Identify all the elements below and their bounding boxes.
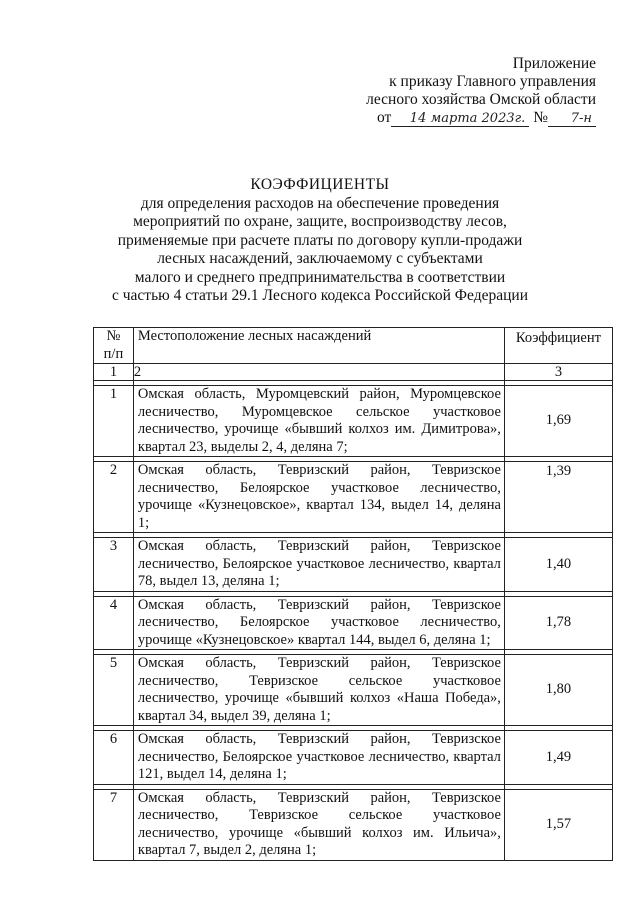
- title-line: с частью 4 статьи 29.1 Лесного кодекса Российской Федерации: [111, 287, 528, 304]
- row-location: Омская область, Тевризский район, Тевризское лесничество, Белоярское участковое лесничество, урочище «Кузнецовское», квартал 134, выдел 14, деляна 1;: [133, 462, 504, 533]
- header-num-abbr: п/п: [103, 345, 124, 362]
- row-location: Омская область, Муромцевский район, Муромцевское лесничество, Муромцевское сельское участковое лесничество, урочище «бывший колхоз им. Димитрова», квартал 23, выделы 2, 4, деляна 7;: [133, 386, 504, 457]
- row-coefficient: 1,80: [504, 655, 612, 726]
- row-coefficient: 1,40: [504, 538, 612, 592]
- row-coefficient: 1,39: [504, 462, 612, 533]
- title-line: для определения расходов на обеспечение проведения: [140, 194, 500, 212]
- table-row: [94, 731, 613, 785]
- row-coefficient: 1,49: [504, 731, 612, 785]
- row-coefficient: 1,69: [504, 386, 612, 457]
- appendix-order-ref: к приказу Главного управления: [389, 73, 596, 90]
- title-line: мероприятий по охране, защите, воспроизводству лесов,: [133, 213, 507, 230]
- row-location: Омская область, Тевризский район, Тевризское лесничество, Тевризское сельское участковое лесничество, урочище «бывший колхоз им. Ильича», квартал 7, выдел 2, деляна 1;: [133, 789, 504, 860]
- document-title: [0, 176, 640, 306]
- row-coefficient: 1,57: [504, 789, 612, 860]
- appendix-title: Приложение: [512, 55, 596, 72]
- appendix-block: [366, 55, 596, 127]
- row-num: 6: [94, 731, 134, 785]
- index-cell: 1: [94, 364, 134, 381]
- table-row: [94, 596, 613, 650]
- table-header-row: [94, 328, 613, 364]
- header-coefficient: Коэффициент: [504, 328, 612, 364]
- row-location: Омская область, Тевризский район, Тевризское лесничество, Тевризское сельское участковое лесничество, урочище «бывший колхоз «Наша Победа», квартал 34, выдел 39, деляна 1;: [133, 655, 504, 726]
- title-line: лесных насаждений, заключаемому с субъектами: [157, 250, 483, 267]
- table-row: [94, 655, 613, 726]
- title-line: малого и среднего предпринимательства в соответствии: [134, 268, 506, 286]
- header-num: [94, 328, 134, 364]
- title-line: применяемые при расчете платы по договору купли-продажи: [117, 231, 523, 249]
- row-num: 1: [94, 386, 134, 457]
- table-row: [94, 538, 613, 592]
- row-location: Омская область, Тевризский район, Тевризское лесничество, Белоярское участковое лесничество, квартал 78, выдел 13, деляна 1;: [133, 538, 504, 592]
- index-cell: 2: [133, 364, 504, 381]
- row-num: 5: [94, 655, 134, 726]
- coefficients-table: [93, 327, 613, 861]
- row-location: Омская область, Тевризский район, Тевризское лесничество, Белоярское участковое лесничество, квартал 121, выдел 14, деляна 1;: [133, 731, 504, 785]
- row-coefficient: 1,78: [504, 596, 612, 650]
- header-num-symbol: №: [106, 328, 121, 344]
- column-index-row: [94, 364, 613, 381]
- handwritten-number: 7-н: [548, 112, 596, 127]
- index-cell: 3: [504, 364, 612, 381]
- table-row: [94, 462, 613, 533]
- handwritten-date: 14 марта 2023г.: [391, 112, 529, 127]
- appendix-date-line: [377, 109, 596, 127]
- table-row: [94, 789, 613, 860]
- row-num: 2: [94, 462, 134, 533]
- number-prefix: №: [533, 109, 548, 126]
- from-prefix: от: [377, 109, 392, 126]
- row-num: 3: [94, 538, 134, 592]
- table-row: [94, 386, 613, 457]
- title-heading: КОЭФФИЦИЕНТЫ: [250, 176, 390, 193]
- row-num: 7: [94, 789, 134, 860]
- row-location: Омская область, Тевризский район, Тевризское лесничество, Белоярское участковое лесничество, урочище «Кузнецовское» квартал 144, выдел 6, деляна 1;: [133, 596, 504, 650]
- header-location: Местоположение лесных насаждений: [133, 328, 504, 364]
- row-num: 4: [94, 596, 134, 650]
- appendix-authority: лесного хозяйства Омской области: [366, 91, 596, 108]
